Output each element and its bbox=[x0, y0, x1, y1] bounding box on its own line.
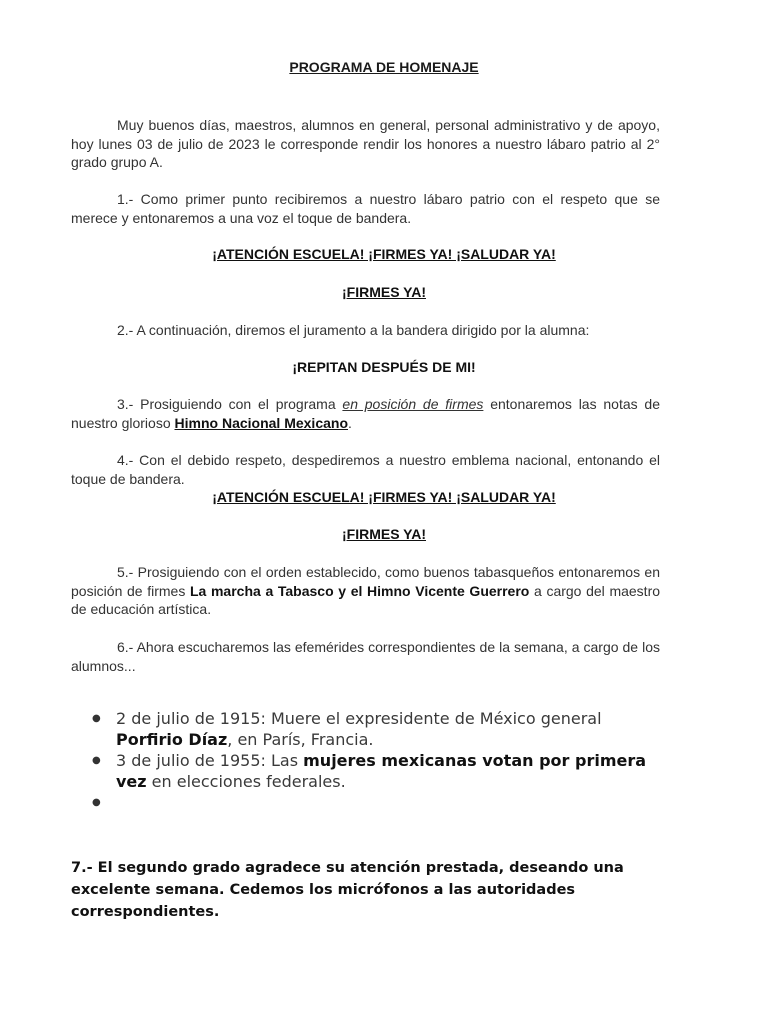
point-3-text-a: 3.- Prosiguiendo con el programa bbox=[117, 396, 343, 412]
efemeride-1-text-a: 2 de julio de 1915: Muere el expresidente de México general bbox=[116, 709, 602, 728]
point-5-text-c: a cargo del maestro de educación artística. bbox=[71, 582, 661, 617]
page-title: PROGRAMA DE HOMENAJE bbox=[289, 59, 479, 75]
point-4-paragraph: 4.- Con el debido respeto, despediremos a nuestro emblema nacional, entonando el toque de bandera. bbox=[71, 452, 660, 487]
efemeride-2-text-c: en elecciones federales. bbox=[146, 772, 346, 791]
point-5-songs: La marcha a Tabasco y el Himno Vicente Guerrero bbox=[190, 582, 530, 599]
command-firmes-1: ¡FIRMES YA! bbox=[341, 284, 426, 300]
point-1-paragraph: 1.- Como primer punto recibiremos a nuestro lábaro patrio con el respeto que se merece y entonaremos a una voz el toque de bandera. bbox=[71, 191, 660, 226]
list-item bbox=[92, 750, 652, 792]
efemeride-1-text-c: , en París, Francia. bbox=[227, 730, 374, 749]
efemeride-1-bold: Porfirio Díaz bbox=[116, 730, 228, 749]
command-attention-1: ¡ATENCIÓN ESCUELA! ¡FIRMES YA! ¡SALUDAR YA! bbox=[212, 246, 556, 262]
intro-paragraph: Muy buenos días, maestros, alumnos en general, personal administrativo y de apoyo, hoy lunes 03 de julio de 2023 le corresponde rendir los honores a nuestro lábaro patrio al 2° grado grupo A. bbox=[71, 117, 660, 170]
command-firmes-2: ¡FIRMES YA! bbox=[341, 526, 426, 542]
point-3-paragraph bbox=[71, 395, 660, 432]
efemerides-list bbox=[92, 708, 652, 813]
efemeride-2-text-a: 3 de julio de 1955: Las bbox=[116, 751, 304, 770]
point-3-text-e: . bbox=[348, 414, 352, 431]
point-6-paragraph: 6.- Ahora escucharemos las efemérides correspondientes de la semana, a cargo de los alumnos... bbox=[71, 639, 660, 674]
command-repeat: ¡REPITAN DESPUÉS DE MI! bbox=[292, 359, 476, 375]
list-item-empty bbox=[92, 792, 652, 813]
point-3-anthem: Himno Nacional Mexicano bbox=[174, 414, 348, 431]
command-attention-2: ¡ATENCIÓN ESCUELA! ¡FIRMES YA! ¡SALUDAR YA! bbox=[212, 489, 556, 505]
list-item bbox=[92, 708, 652, 750]
closing-paragraph: 7.- El segundo grado agradece su atención prestada, deseando una excelente semana. Cedemos los micrófonos a las autoridades correspondientes. bbox=[71, 860, 624, 920]
point-3-emphasis: en posición de firmes bbox=[342, 396, 484, 412]
point-5-text-a: 5.- Prosiguiendo con el orden establecido, como buenos tabasqueños entonaremos en posición de firmes bbox=[71, 564, 660, 599]
point-5-paragraph bbox=[71, 563, 660, 619]
point-3-text-c: entonaremos las notas de nuestro glorioso bbox=[71, 396, 660, 431]
point-2-paragraph: 2.- A continuación, diremos el juramento a la bandera dirigido por la alumna: bbox=[117, 322, 590, 338]
efemeride-2-bold: mujeres mexicanas votan por primera vez bbox=[116, 751, 647, 791]
